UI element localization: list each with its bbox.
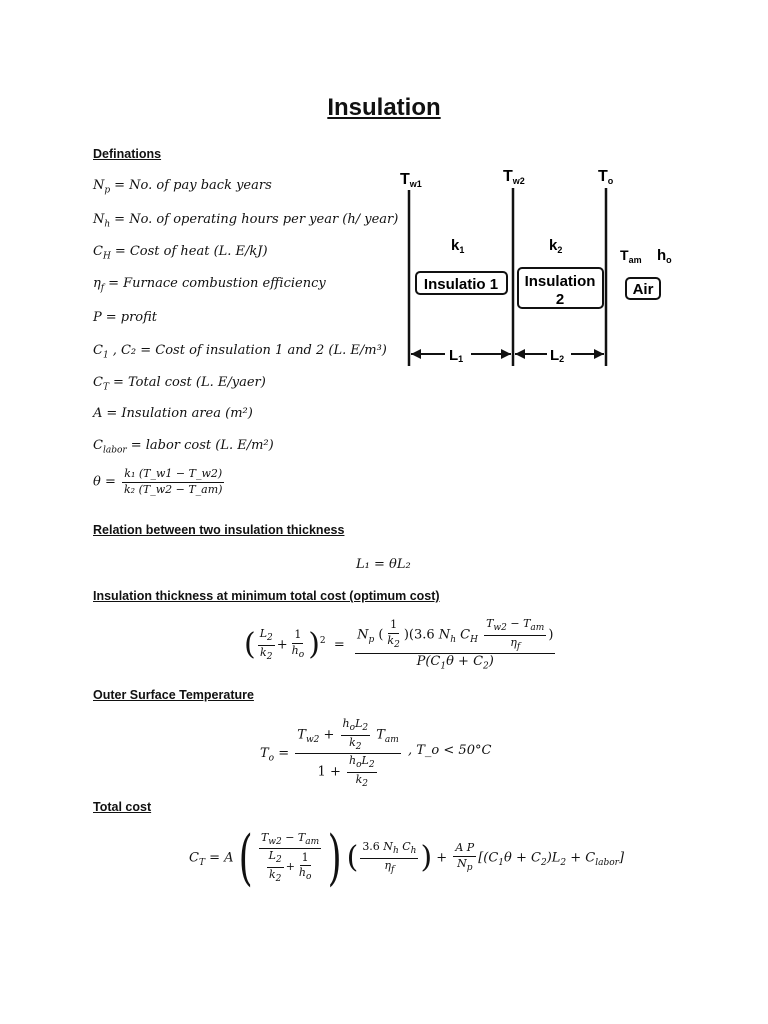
insulation-diagram	[395, 160, 695, 380]
definition-item	[93, 276, 326, 294]
definition-text: = Cost of heat (L. E/kJ)	[114, 244, 268, 259]
label-tw1: Tw1	[400, 171, 422, 189]
definition-text: = Insulation area (m²)	[106, 406, 253, 421]
definition-subscript: f	[100, 283, 105, 294]
definition-text: = labor cost (L. E/m²)	[130, 438, 274, 453]
theta-lhs: θ =	[93, 474, 116, 490]
definition-text: = No. of operating hours per year (h/ year)	[114, 212, 399, 227]
definition-subscript: h	[104, 219, 111, 230]
relation-equation: L₁ = θL₂	[356, 557, 411, 572]
definition-symbol: C	[93, 375, 103, 390]
theta-equation	[93, 468, 226, 496]
relation-heading: Relation between two insulation thickness	[93, 523, 345, 537]
definition-item	[93, 310, 157, 328]
definition-item	[93, 375, 266, 393]
label-tam: $T_{am}$	[620, 247, 642, 265]
definition-symbol: C	[93, 244, 103, 259]
definition-item	[93, 343, 387, 361]
theta-numerator: k₁ (T_w1 − T_w2)	[122, 468, 224, 483]
total-cost-equation: $C_T = A$( $T_{w2} - T_{am}$ $\frac{L_2}{k_2}$ + $\frac{1}{h_o}$ ) ( $\frac{3.6 N_h C_h}{\eta_f}$ ) + $\frac{\text{A P}}{N_p}$ $[(C_1\theta + C_2)L_2 + C_{labor}]$	[189, 823, 625, 893]
definition-symbol: C	[93, 343, 103, 358]
label-l1: L1	[449, 347, 464, 364]
definition-symbol: C	[93, 438, 103, 453]
definition-text: = profit	[105, 310, 158, 325]
label-tw2: Tw2	[503, 168, 525, 186]
definition-symbol: η	[93, 276, 101, 291]
optimum-equation: ( $\frac{L_2}{k_2}$ + $\frac{1}{h_o}$ )$^2$ = $N_p$ ( $\frac{1}{k_2}$ )(3.6 $N_h$ $C_H$ $\frac{T_{w2} - T_{am}}{\eta_f}$ ) $P(C_1\theta + C_2)$	[244, 617, 554, 672]
theta-denominator: k₂ (T_w2 − T_am)	[124, 482, 223, 496]
definitions-heading: Definations	[93, 147, 162, 161]
label-l2: L2	[550, 347, 565, 364]
total-cost-heading: Total cost	[93, 800, 152, 814]
definition-symbol: N	[93, 212, 105, 227]
outer-temp-condition: , T_o < 50°C	[408, 743, 492, 758]
air-label: Air	[632, 281, 654, 298]
label-to: To	[598, 168, 614, 186]
insulation-1-label: Insulatio 1	[423, 276, 499, 293]
definition-text: = No. of pay back years	[114, 178, 272, 193]
label-k1: $k_1$	[451, 237, 465, 255]
definition-text: = Total cost (L. E/yaer)	[112, 375, 266, 390]
insulation-2-label-1: Insulation	[524, 273, 596, 290]
definition-symbol: P	[93, 310, 102, 325]
definition-symbol: A	[93, 406, 103, 421]
page-title: Insulation	[327, 94, 441, 121]
insulation-2-label-2: 2	[555, 291, 565, 308]
definition-item	[93, 244, 268, 262]
label-ho: $h_o$	[657, 247, 672, 265]
definition-subscript: 1	[102, 350, 109, 361]
definition-item	[93, 212, 398, 230]
definition-text: , C₂ = Cost of insulation 1 and 2 (L. E/m³)	[112, 343, 387, 358]
definition-symbol: N	[93, 178, 105, 193]
definition-item	[93, 438, 274, 456]
definition-subscript: p	[104, 185, 111, 196]
outer-temp-heading: Outer Surface Temperature	[93, 688, 254, 702]
definition-text: = Furnace combustion efficiency	[108, 276, 326, 291]
definition-subscript: T	[102, 382, 109, 393]
definition-subscript: H	[102, 251, 111, 262]
outer-temp-equation: $T_o$ = $T_{w2}$ + $\frac{h_oL_2}{k_2}$ $T_{am}$ 1 + $\frac{h_oL_2}{k_2}$	[260, 717, 399, 789]
definition-item	[93, 178, 272, 196]
optimum-heading: Insulation thickness at minimum total cost (optimum cost)	[93, 589, 440, 603]
definition-item	[93, 406, 253, 424]
label-k2: $k_2$	[549, 237, 563, 255]
definition-subscript: labor	[102, 445, 127, 456]
